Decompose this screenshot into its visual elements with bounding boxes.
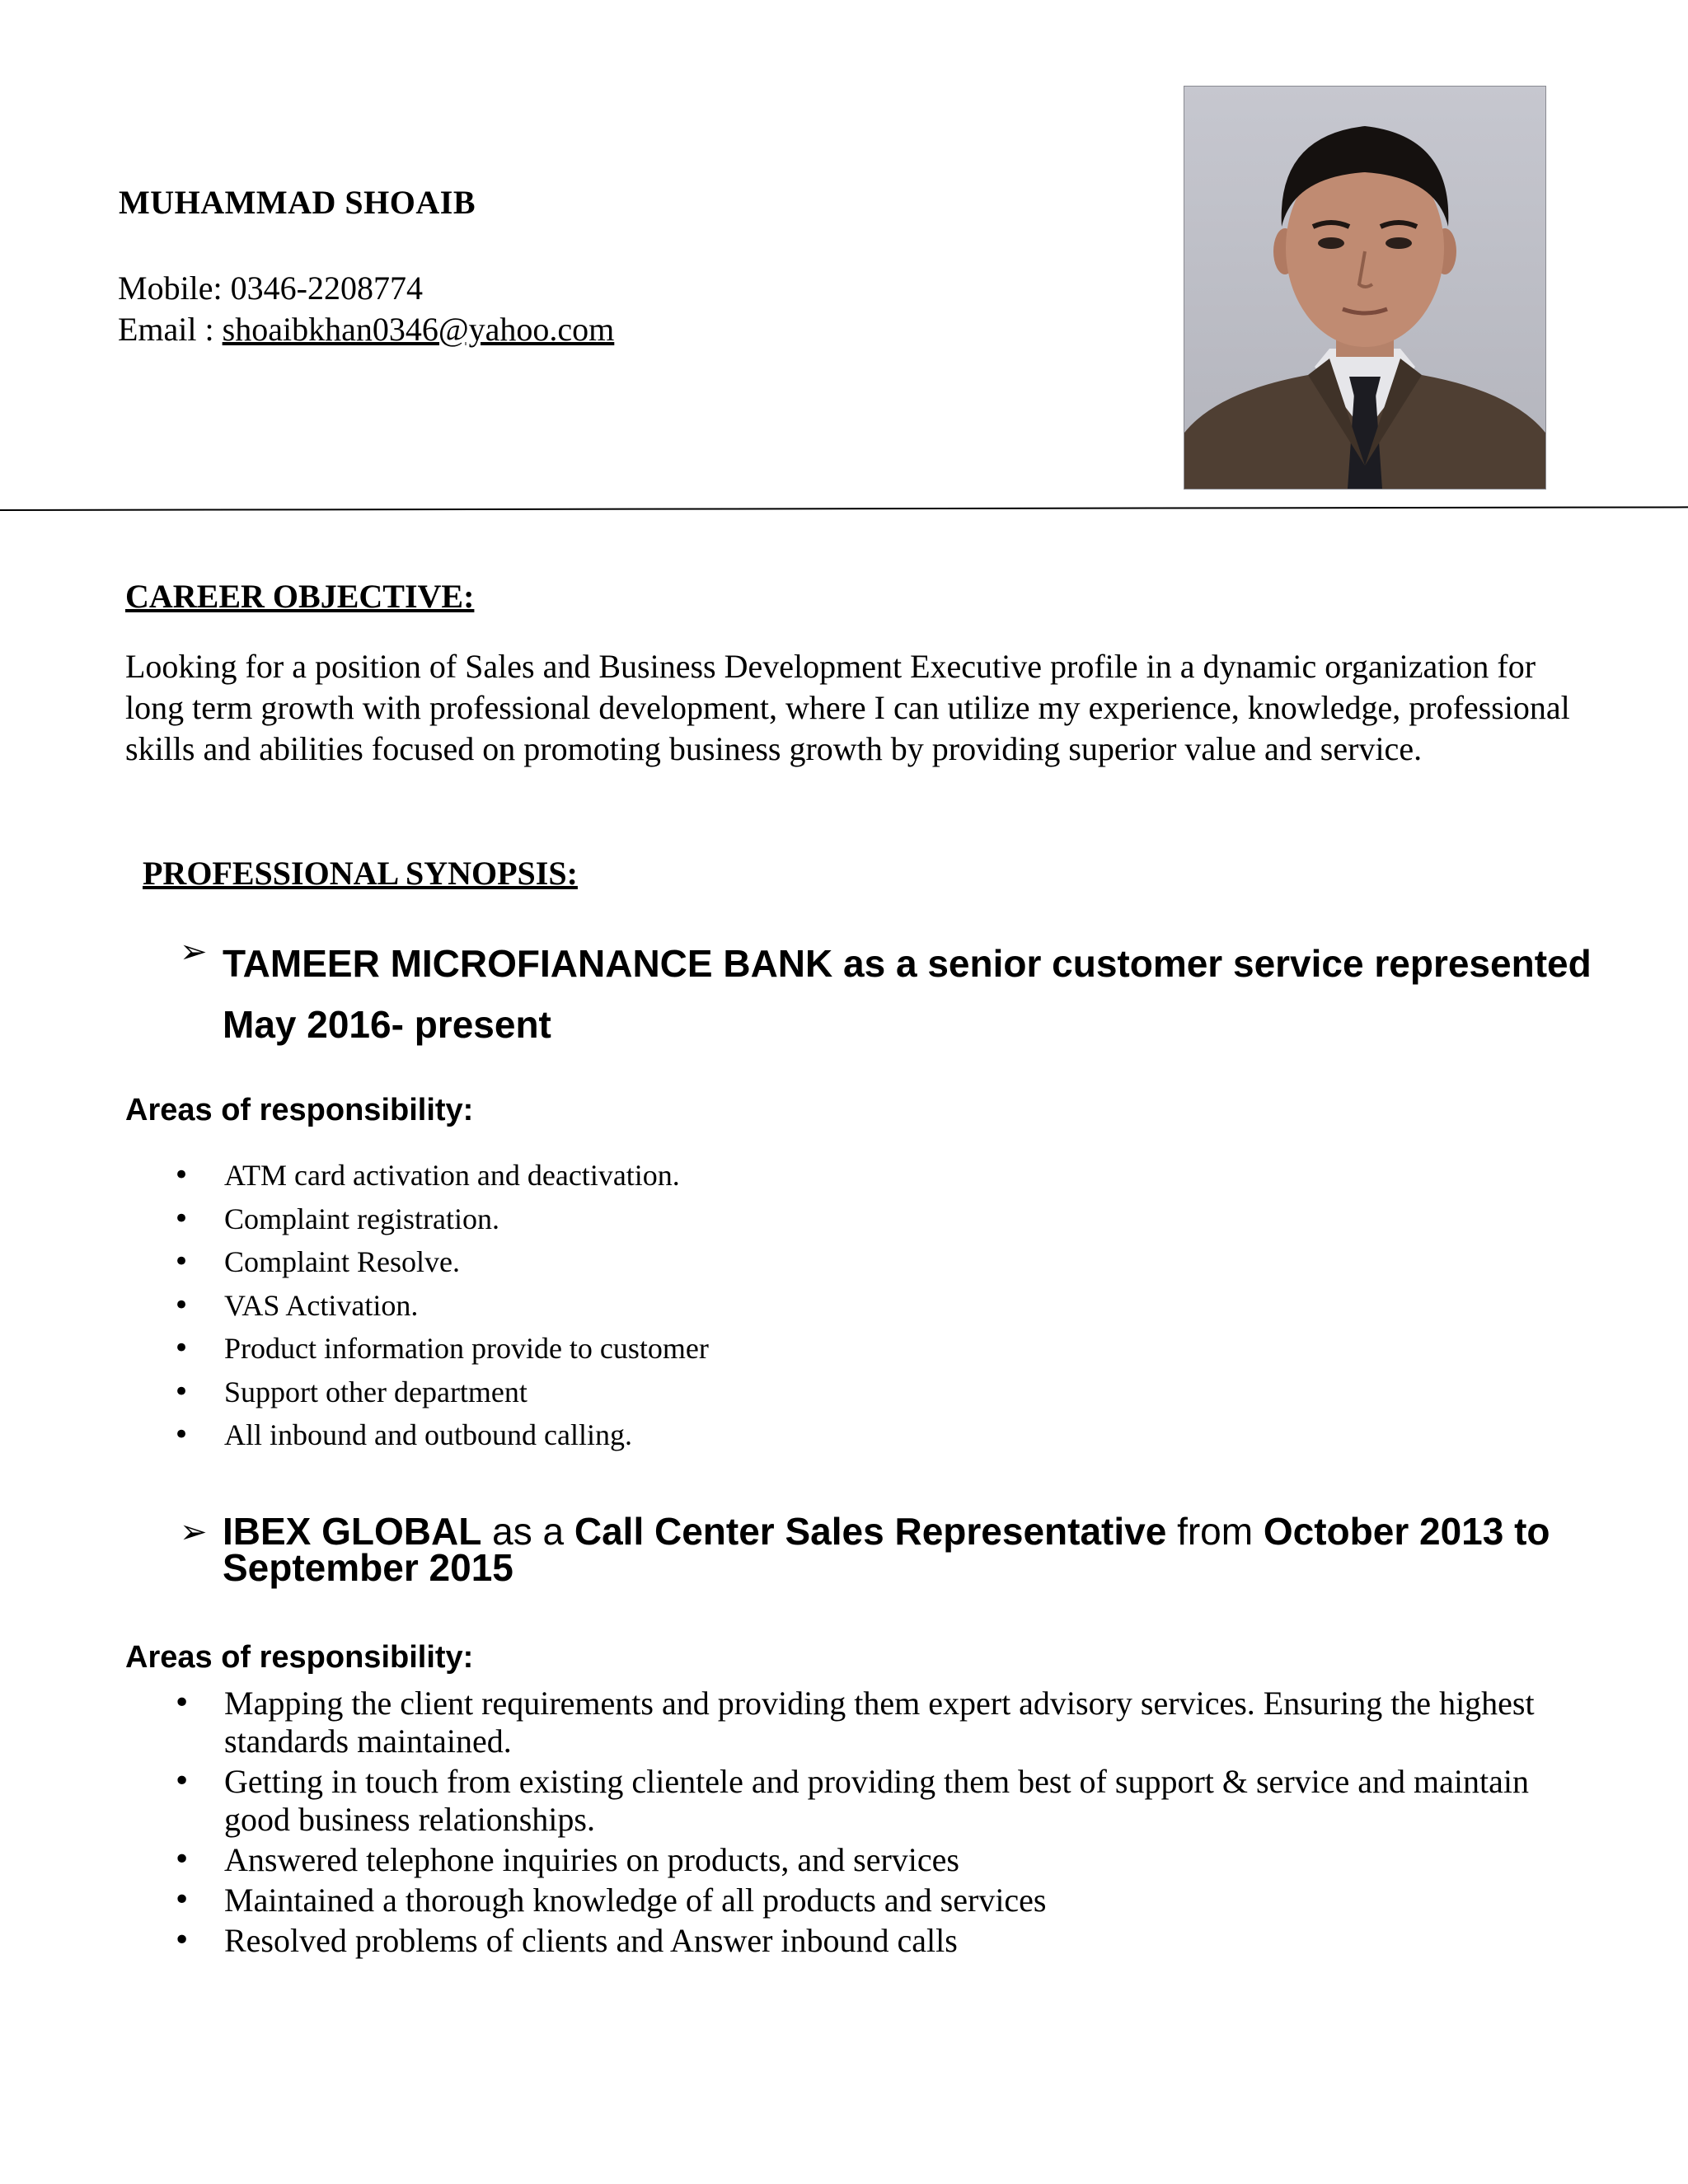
job-company: TAMEER MICROFIANANCE BANK as a senior customer service represented: [223, 942, 1592, 985]
job-period: October 2013 to September 2015: [223, 1510, 1550, 1589]
list-item: • Product information provide to customer: [173, 1327, 1574, 1371]
list-item: • Getting in touch from existing clientele and providing them best of support & service and maintain good business relationships.: [173, 1763, 1574, 1839]
list-item: • Resolved problems of clients and Answer inbound calls: [173, 1922, 1574, 1960]
job-heading: [180, 1510, 1614, 1604]
list-item: • VAS Activation.: [173, 1284, 1574, 1328]
areas-of-responsibility-label: Areas of responsibility:: [125, 1640, 474, 1675]
candidate-name: MUHAMMAD SHOAIB: [119, 184, 476, 221]
list-item: • Complaint Resolve.: [173, 1240, 1574, 1284]
list-item: • Maintained a thorough knowledge of all products and services: [173, 1882, 1574, 1919]
header-divider: [0, 506, 1688, 511]
list-item: • All inbound and outbound calling.: [173, 1413, 1574, 1457]
list-item: • ATM card activation and deactivation.: [173, 1154, 1574, 1197]
list-item: • Answered telephone inquiries on products, and services: [173, 1841, 1574, 1879]
areas-of-responsibility-label: Areas of responsibility:: [125, 1093, 474, 1127]
profile-photo: [1184, 86, 1546, 490]
email-label: Email :: [118, 311, 223, 348]
email-line: [118, 310, 614, 349]
job-period: May 2016- present: [223, 1003, 551, 1046]
job-title-block: [223, 1510, 1615, 1589]
email-link[interactable]: shoaibkhan0346@yahoo.com: [222, 311, 615, 348]
mobile-number: 0346-2208774: [230, 269, 423, 307]
job-company: IBEX GLOBAL: [223, 1510, 482, 1553]
arrow-bullet-icon: ➢: [180, 1513, 208, 1551]
mobile-line: [118, 269, 423, 307]
job-from-connector: from: [1166, 1510, 1264, 1553]
job-heading: [180, 933, 1614, 1057]
job-title-block: [223, 933, 1615, 1055]
list-item: • Mapping the client requirements and providing them expert advisory services. Ensuring the highest standards maintained.: [173, 1685, 1574, 1760]
arrow-bullet-icon: ➢: [180, 933, 208, 971]
mobile-label: Mobile:: [118, 269, 231, 307]
responsibility-list: [173, 1154, 1574, 1457]
list-item: • Support other department: [173, 1371, 1574, 1414]
job-as-connector: as a: [481, 1510, 574, 1553]
responsibility-list: [173, 1685, 1574, 1962]
career-objective-heading: CAREER OBJECTIVE:: [125, 578, 475, 615]
job-role: Call Center Sales Representative: [574, 1510, 1167, 1553]
list-item: • Complaint registration.: [173, 1197, 1574, 1241]
career-objective-text: Looking for a position of Sales and Business Development Executive profile in a dynamic organization for long term growth with professional development, where I can utilize my experience, knowledge, professional skills and abilities focused on promoting business growth by providing superior value and service.: [125, 648, 1570, 767]
professional-synopsis-heading: PROFESSIONAL SYNOPSIS:: [143, 855, 578, 892]
